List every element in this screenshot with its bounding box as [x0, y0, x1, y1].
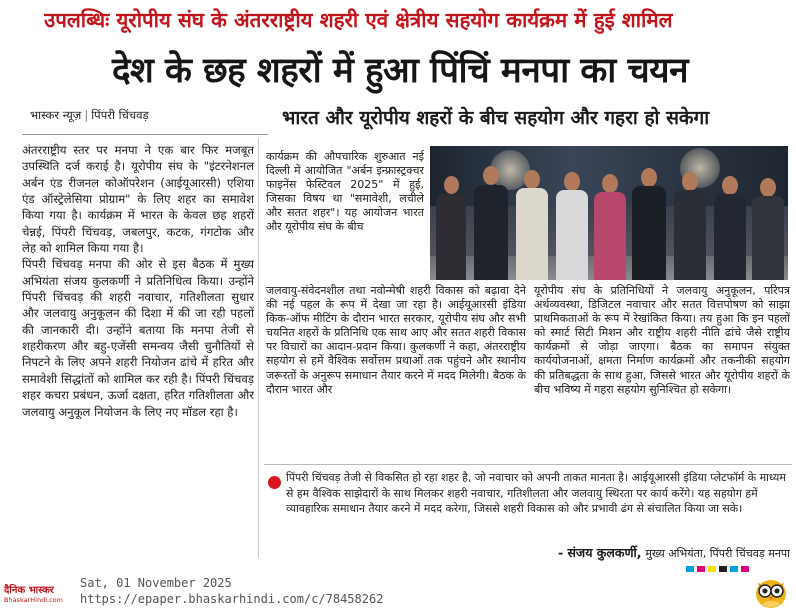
photo-person: [714, 174, 746, 280]
article-photo: [430, 146, 788, 280]
photo-person: [752, 176, 784, 280]
photo-person: [474, 164, 508, 280]
photo-person: [516, 168, 548, 280]
byline-rule: [22, 134, 268, 135]
pull-quote: पिंपरी चिंचवड़ तेजी से विकसित हो रहा शहर है, जो नवाचार को अपनी ताकत मानता है। आईयूआरसी इंडिया प्लेटफॉर्म के माध्यम से हम वैश्विक साझेदारों के साथ मिलकर शहरी नवाचार, गतिशीलता और जलवायु स्थिरता पर कार्य करेंगे। यह सहयोग हमें व्यावहारिक समाधान तैयार करने में मदद करेगा, जिससे शहरी विकास को और प्रभावी ढंग से संचालित किया जा सके।: [286, 471, 786, 516]
logo-sub-text: BhaskarHindi.com: [4, 596, 63, 604]
photo-person: [436, 172, 466, 280]
kicker-label: उपलब्धिः: [44, 8, 110, 32]
byline-city: पिंपरी चिंचवड़: [91, 108, 149, 122]
photo-person: [674, 170, 706, 280]
quote-bullet-icon: [268, 476, 281, 489]
body-paragraph-2: पिंपरी चिंचवड़ मनपा की ओर से इस बैठक में मुख्य अभियंता संजय कुलकर्णी ने प्रतिनिधित्व किया। उन्होंने पिंपरी चिंचवड़ की शहरी नवाचार, गतिशीलता सुधार और जलवायु अनुकूलन की दिशा में की जा रही पहलों की जानकारी दी। उन्होंने बताया कि मनपा तेजी से शहरीकरण और बहु-एजेंसी समन्वय जैसी चुनौतियों से निपटने के लिए अपने शहरी नियोजन ढांचे में हरित और समावेशी सिद्धांतों को शामिल कर रही है। पिंपरी चिंचवड़ शहर कचरा प्रबंधन, ऊर्जा दक्षता, हरित गतिशीलता और जलवायु अनुकूल नियोजन के लिए नए मॉडल रहा है।: [22, 257, 254, 419]
article-headline: देश के छह शहरों में हुआ पिंचिं मनपा का चयन: [111, 50, 689, 91]
owl-mascot-icon: [752, 573, 790, 609]
kicker-text: यूरोपीय संघ के अंतरराष्ट्रीय शहरी एवं क्षेत्रीय सहयोग कार्यक्रम में हुई शामिल: [116, 8, 673, 32]
body-column-right: यूरोपीय संघ के प्रतिनिधियों ने जलवायु अनुकूलन, परिपत्र अर्थव्यवस्था, डिजिटल नवाचार और सतत वित्तपोषण को साझा प्राथमिकताओं के रूप में रेखांकित किया। तय हुआ कि इन पहलों को स्मार्ट सिटी मिशन और राष्ट्रीय शहरी नीति ढांचे जैसे राष्ट्रीय कार्यक्रमों से जोड़ा जाएगा। बैठक का समापन संयुक्त कार्ययोजनाओं, क्षमता निर्माण कार्यक्रमों और तकनीकी सहयोग की प्रतिबद्धता के साथ हुआ, जिससे भारत और यूरोपीय शहरों के बीच भविष्य में गहरा सहयोग सुनिश्चित हो सकेगा।: [534, 284, 790, 396]
body-column-left: [22, 142, 254, 562]
body-paragraph-1: अंतरराष्ट्रीय स्तर पर मनपा ने एक बार फिर मजबूत उपस्थिति दर्ज कराई है। यूरोपीय संघ के "इंटरनेशनल अर्बन एंड रीजनल कोऑपरेशन (आईयूआरसी) एशिया एंड ऑस्ट्रेलेसिया प्रोग्राम" के लिए शहर का समावेश किया गया है। कार्यक्रम में भारत के केवल छह शहरों चेन्नई, पिंपरी चिंचवड़, जबलपुर, कटक, गंगटोक और लेह को शामिल किया गया है।: [22, 143, 254, 256]
byline-separator: |: [84, 108, 89, 122]
publisher-logo: [4, 582, 70, 608]
photo-person: [556, 170, 588, 280]
byline-source: भास्कर न्यूज़: [30, 108, 82, 122]
quote-rule: [264, 464, 792, 465]
logo-main-text: दैनिक भास्कर: [4, 585, 54, 596]
article-subhead: भारत और यूरोपीय शहरों के बीच सहयोग और गहरा हो सकेगा: [282, 107, 710, 129]
photo-person: [594, 172, 626, 280]
footer-date: Sat, 01 November 2025: [80, 576, 232, 590]
column-divider: [258, 138, 259, 558]
quote-title: मुख्य अभियंता, पिंपरी चिंचवड़ मनपा: [645, 547, 790, 560]
quote-attribution: [480, 544, 790, 562]
body-column-middle-top: कार्यक्रम की औपचारिक शुरुआत नई दिल्ली में आयोजित "अर्बन इन्फ्रास्ट्रक्चर फाइनेंस फेस्टिवल 2025" में हुई, जिसका विषय था "समावेशी, लचीले और सतत शहर"। यह आयोजन भारत और यूरोपीय संघ के बीच: [266, 150, 424, 234]
byline: [30, 108, 270, 126]
body-column-middle: जलवायु-संवेदनशील तथा नवोन्मेषी शहरी विकास को बढ़ावा देने की नई पहल के रूप में देखा जा रहा है। आईयूआरसी इंडिया किक-ऑफ मीटिंग के दौरान भारत सरकार, यूरोपीय संघ और सभी चयनित शहरों के प्रतिनिधि एक साथ आए और सतत शहरी विकास पर विचारों का आदान-प्रदान किया। कुलकर्णी ने कहा, अंतरराष्ट्रीय सहयोग से हमें वैश्विक सर्वोत्तम प्रथाओं तक पहुंचने और स्थानीय जरूरतों के अनुरूप समाधान तैयार करने में मदद मिलेगी। बैठक के दौरान भारत और: [266, 284, 526, 396]
quote-name: - संजय कुलकर्णी,: [557, 545, 642, 560]
article-kicker: [44, 6, 784, 40]
footer-url[interactable]: https://epaper.bhaskarhindi.com/c/78458262: [80, 592, 384, 606]
photo-person: [632, 166, 666, 280]
